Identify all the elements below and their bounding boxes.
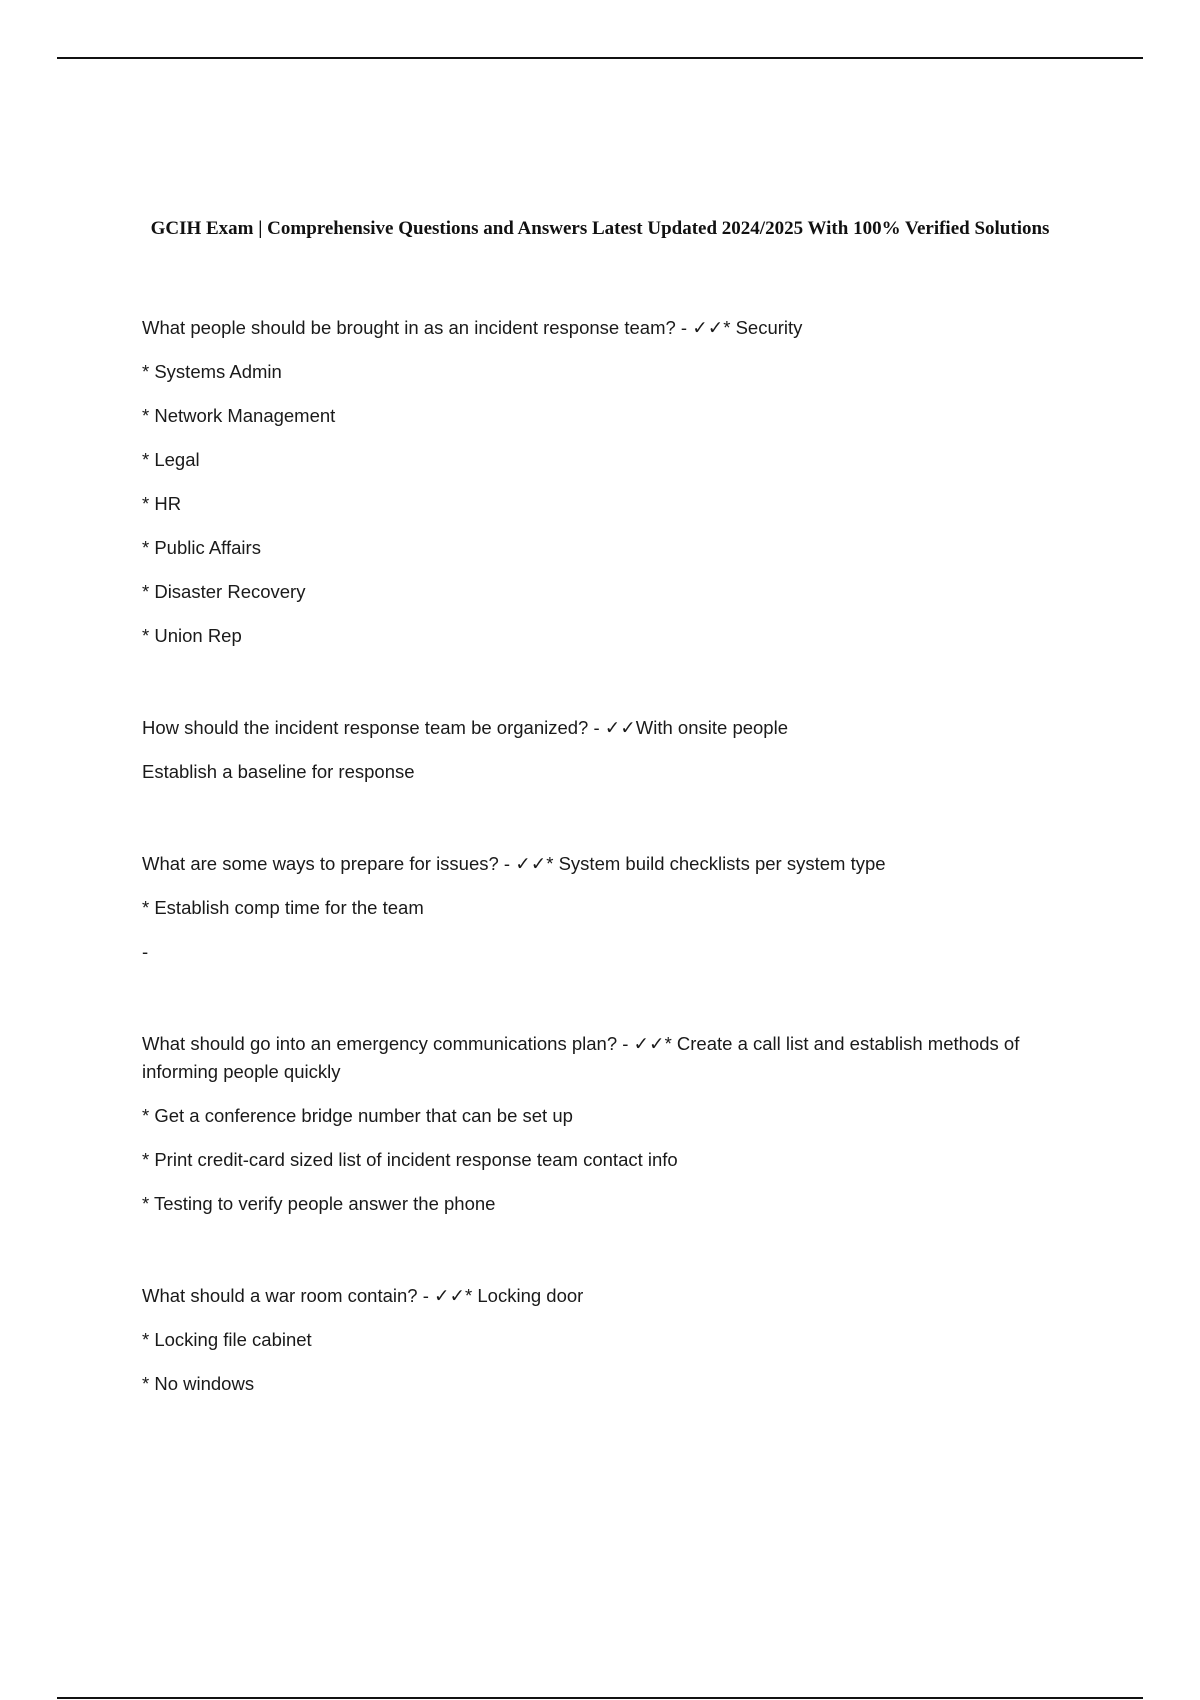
checkmark-separator: - ✓✓ [675,317,724,338]
qa-item [142,1030,1072,1218]
answer-line: * Testing to verify people answer the phone [142,1193,496,1214]
answer-line: * Public Affairs [142,537,261,558]
answer-line: * No windows [142,1373,255,1394]
answer-line: * Disaster Recovery [142,581,306,602]
question-line [142,1030,1072,1086]
answer-first: * System build checklists per system type [546,853,886,874]
checkmark-separator: - ✓✓ [617,1033,665,1054]
qa-list [142,314,1072,1414]
answer-line: - [142,941,149,962]
header-rule [57,57,1143,59]
question-text: What should a war room contain? [142,1285,418,1306]
qa-item [142,714,1072,786]
answer-line: * Get a conference bridge number that can be set up [142,1105,573,1126]
qa-item [142,314,1072,650]
answer-line: * Establish comp time for the team [142,897,424,918]
answer-line: * Locking file cabinet [142,1329,312,1350]
checkmark-separator: - ✓✓ [417,1285,466,1306]
answer-line: Establish a baseline for response [142,761,415,782]
answer-line: * Legal [142,449,200,470]
answer-line: * Systems Admin [142,361,282,382]
document-title: GCIH Exam | Comprehensive Questions and Answers Latest Updated 2024/2025 With 100% Verified Solutions [150,218,1050,239]
question-text: What are some ways to prepare for issues? [142,853,499,874]
question-line [142,850,1072,878]
answer-line: * Print credit-card sized list of incident response team contact info [142,1149,678,1170]
question-text: How should the incident response team be organized? [142,717,589,738]
question-line [142,1282,1072,1310]
footer-rule [57,1697,1143,1699]
qa-item [142,850,1072,966]
answer-first: With onsite people [635,717,788,738]
checkmark-separator: - ✓✓ [588,717,636,738]
answer-line: * Network Management [142,405,336,426]
answer-first: * Create a call list and establish methods of informing people quickly [142,1033,1020,1082]
answer-first: * Security [723,317,803,338]
question-text: What should go into an emergency communications plan? [142,1033,618,1054]
question-line [142,714,1072,742]
checkmark-separator: - ✓✓ [498,853,547,874]
answer-line: * Union Rep [142,625,242,646]
qa-item [142,1282,1072,1398]
question-line [142,314,1072,342]
answer-line: * HR [142,493,182,514]
question-text: What people should be brought in as an incident response team? [142,317,676,338]
answer-first: * Locking door [465,1285,584,1306]
